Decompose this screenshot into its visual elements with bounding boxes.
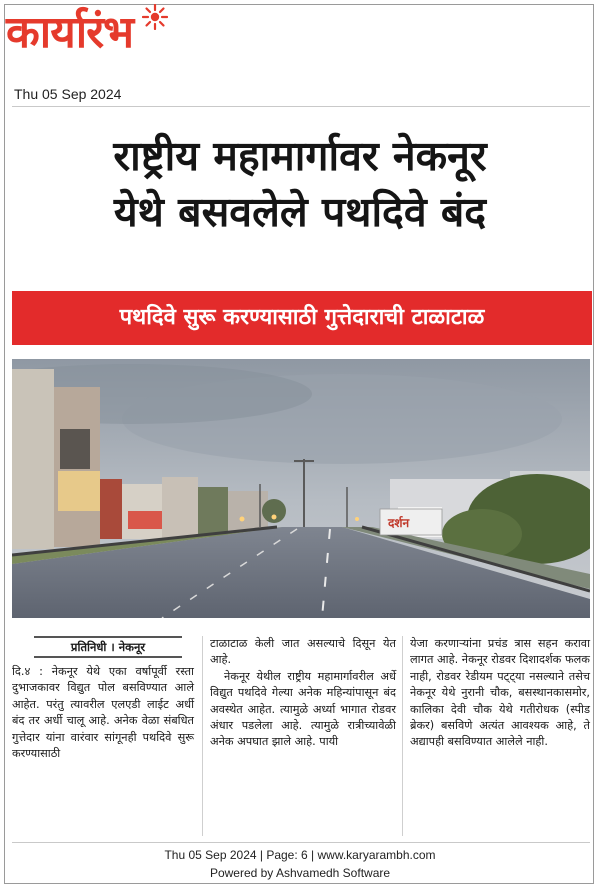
column-2-text-a: टाळाटाळ केली जात असल्याचे दिसून येत आहे. (210, 637, 396, 667)
footer-page-line: Thu 05 Sep 2024 | Page: 6 | www.karyarambh.com (164, 848, 436, 862)
subheadline-banner: पथदिवे सुरू करण्यासाठी गुत्तेदाराची टाळाटाळ (12, 291, 592, 345)
article-photo (12, 359, 590, 618)
divider (12, 106, 590, 107)
issue-date: Thu 05 Sep 2024 (14, 86, 122, 102)
article-column-1 (12, 636, 194, 762)
column-divider (402, 636, 403, 836)
article-column-2 (210, 636, 396, 751)
photo-sign-text: दर्शन (388, 516, 410, 530)
headline-line-2: येथे बसवलेले पथदिवे बंद (113, 188, 487, 236)
column-1-text: दि.४ : नेकनूर येथे एका वर्षापूर्वी रस्ता दुभाजकावर विद्युत पोल बसविण्यात आले आहेत. परंतु त्यावरील एलएडी लाईट अर्धी बंद तर अर्धी चालू आहे. अनेक वेळा संबधित गुत्तेदार यांना वारंवार सांगूनही पथदिवे सुरू करण्यासाठी (12, 665, 194, 761)
headline (14, 128, 586, 240)
footer-divider (12, 842, 590, 843)
footer-powered-by: Powered by Ashvamedh Software (209, 866, 391, 880)
article-column-3 (410, 636, 590, 751)
column-2-text-b: नेकनूर येथील राष्ट्रीय महामार्गावरील अर्धे विद्युत पथदिवे गेल्या अनेक महिन्यांपासून बंद अवस्थेत आहेत. त्यामुळे अर्ध्या भागात रोडवर अंधार पडलेला आहे. त्यामुळे रात्रीच्यावेळी अनेक अपघात झाले आहे. पायी (210, 669, 396, 749)
sun-icon (142, 4, 168, 30)
column-3-text: येजा करणाऱ्यांना प्रचंड त्रास सहन करावा लागत आहे. नेकनूर रोडवर दिशादर्शक फलक नाही, रोडवर रेडीयम पट्ट्या नसल्याने तसेच नेकनूर येथे नुरानी चौक, बसस्थानकासमोर, कालिका देवी चौक येथे गतीरोधक (स्पीड ब्रेकर) बसविणे अत्यंत आवश्यक आहे, ते अद्यापही बसविण्यात आलेले नाही. (410, 637, 590, 749)
byline: प्रतिनिधी । नेकनूर (34, 636, 182, 658)
headline-line-1: राष्ट्रीय महामार्गावर नेकनूर (113, 132, 487, 180)
masthead-logo: कार्यारंभ (6, 7, 134, 58)
column-divider (202, 636, 203, 836)
